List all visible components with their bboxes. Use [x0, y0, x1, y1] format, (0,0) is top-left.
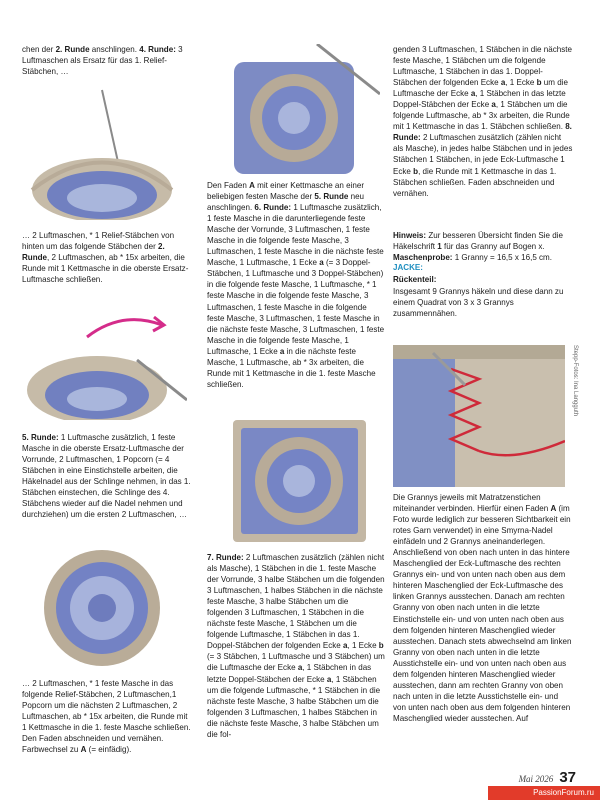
bold-term: 8. Runde:	[393, 122, 572, 143]
bold-term: 5. Runde:	[22, 433, 59, 442]
col1-para2: … 2 Luftmaschen, * 1 Relief-Stäbchen von hinten um das folgende Stäbchen der 2. Runde, 2 Luftmaschen, ab * 15x arbeiten, die Runde mit 1 Kettmasche in die oberste Ersatz-Luftmasche schließen.	[22, 231, 189, 285]
col3-para2: Hinweis: Zur besseren Übersicht finden Sie die Häkelschrift 1 für das Granny auf Bogen x. Maschenprobe: 1 Granny = 16,5 x 16,5 cm.	[393, 231, 563, 263]
crochet-photo-round6	[212, 44, 380, 174]
crochet-photo-round4-start	[22, 80, 187, 220]
page-number: 37	[559, 769, 576, 786]
col3-para4: Insgesamt 9 Grannys häkeln und diese dann zu einem Quadrat von 3 x 3 Grannys zusammennähen.	[393, 287, 564, 319]
crochet-photo-popcorn-round	[22, 542, 187, 672]
bold-term: a	[500, 78, 506, 88]
section-heading-jacke: JACKE:	[393, 263, 423, 272]
crochet-photo-mattress-stitch	[393, 345, 565, 487]
issue-date: Mai 2026	[518, 774, 554, 784]
bold-term: a	[491, 100, 496, 110]
page-footer	[519, 769, 576, 786]
col2-para1: Den Faden A mit einer Kettmasche an einer beliebigen festen Masche der 5. Runde neu anschlingen. 6. Runde: 1 Luftmasche zusätzlich, 1 feste Masche in die darunterliegende feste Masche der Vorrunde, 3 Luftmaschen, 1 feste Masche in die folgende feste Masche, 3 Luftmaschen, 1 feste Masche in die nächste feste Masche, 1 Luftmasche, 1 Ecke a (= 3 Doppel-Stäbchen, 1 Luftmasche und 3 Doppel-Stäbchen) in die folgende feste Masche, 1 Luftmasche, * 1 feste Masche in die folgende feste Masche, 3 Luftmaschen, 1 feste Masche in die folgende feste Masche, 3 Luftmaschen, 1 feste Masche in die nächste feste Masche, 3 Luftmaschen, 1 feste Masche in die folgende feste Masche, 1 Luftmasche, 1 Ecke a in die nächste feste Masche, 1 Luftmasche, ab * 3x arbeiten, die Runde mit 1 Kettmasche in die 1. feste Masche schließen.	[207, 181, 385, 389]
bold-term: Hinweis:	[393, 231, 427, 240]
bold-term: b	[378, 641, 384, 651]
bold-term: 5. Runde	[314, 192, 349, 202]
crochet-photo-round4-end	[22, 305, 187, 420]
bold-term: 6. Runde:	[254, 203, 292, 213]
bold-term: 4. Runde:	[139, 45, 176, 54]
bold-term: 7. Runde:	[207, 553, 244, 562]
bold-term: A	[80, 745, 87, 755]
bold-term: 2. Runde	[55, 45, 90, 54]
watermark-badge: PassionForum.ru	[488, 786, 600, 800]
bold-term: Rückenteil:	[393, 275, 437, 284]
bold-term: a	[326, 674, 332, 684]
bold-term: A	[249, 181, 255, 190]
bold-term: b	[536, 78, 542, 88]
bold-term: a	[297, 663, 303, 673]
bold-term: 2. Runde	[22, 242, 165, 263]
col1-para4: … 2 Luftmaschen, * 1 feste Masche in das folgende Relief-Stäbchen, 2 Luftmaschen,1 Popcorn um die nächsten 2 Luftmaschen, 2 Luftmaschen, ab * 15x arbeiten, die Runde mit 1 Kettmasche in die 1. feste Masche schließen. Den Faden abschneiden und vernähen. Farbwechsel zu A (= einfädig).	[22, 679, 191, 755]
bold-term: A	[550, 504, 557, 514]
bold-term: a	[470, 89, 476, 99]
bold-term: a	[319, 258, 324, 268]
col3-para5: Die Grannys jeweils mit Matratzenstichen miteinander verbinden. Hierfür einen Faden A (im Foto wurde lediglich zur besseren Sichtbarkeit ein rotes Garn verwendet) in eine Smyrna-Nadel einfädeln und 2 Grannys aneinanderlegen. Anschließend von oben nach unten in das hintere Maschenglied der Eck-Luftmasche des rechten Grannys ein- und von unten nach oben aus dem hinteren Maschenglied der Eck-Luftmasche des linken Grannys ausstechen. Danach am rechten Granny von oben nach unten in die letzte Einstichstelle ein- und von unten nach oben aus dem folgenden hinteren Maschenglied wieder ausstechen. Danach stets abwechselnd am linken Granny von oben nach unten in die letzte Ausstichstelle ein- und von unten nach oben aus dem folgenden hinteren Maschenglied wieder ausstechen, dann am rechten Granny von oben nach unten in die letzte Ausstichstelle ein- und von unten nach oben aus dem folgenden hinteren Maschenglied wieder ausstechen. Auf	[393, 493, 572, 723]
bold-term: Maschenprobe:	[393, 253, 453, 263]
col1-para1: chen der 2. Runde anschlingen. 4. Runde: 3 Luftmaschen als Ersatz für das 1. Relief-Stäbchen, …	[22, 45, 183, 77]
bold-term: b	[413, 166, 419, 176]
col2-para2: 7. Runde: 2 Luftmaschen zusätzlich (zählen nicht als Masche), 1 Stäbchen in die 1. feste Masche der Vorrunde, 3 halbe Stäbchen um die folgenden 3 Luftmaschen, 1 halbes Stäbchen in die nächste feste Masche, 3 halbe Stäbchen um die folgenden 3 Luftmaschen, 1 Stäbchen in die nächste feste Masche, 1 Stäbchen um die folgende Luftmasche, 1 Stäbchen in das 1. Doppel-Stäbchen der folgenden Ecke a, 1 Ecke b (= 3 Stäbchen, 1 Luftmasche und 3 Stäbchen) um die Luftmasche der Ecke a, 1 Stäbchen in das letzte Doppel-Stäbchen der Ecke a, 1 Stäbchen um die folgende Luftmasche, * 1 Stäbchen in die nächste feste Masche, 3 halbe Stäbchen um die folgenden 3 Luftmaschen, 1 halbes Stäbchen in die nächste feste Masche, 3 halbe Stäbchen um die fol-	[207, 553, 385, 739]
bold-term: a	[279, 346, 285, 356]
col3-para1: genden 3 Luftmaschen, 1 Stäbchen in die nächste feste Masche, 1 Stäbchen um die folgende Luftmasche, 1 Stäbchen in das 1. Doppel-Stäbchen der folgenden Ecke a, 1 Ecke b um die Luftmasche der Ecke a, 1 Stäbchen in das letzte Doppel-Stäbchen der Ecke a, 1 Stäbchen um die folgende Luftmasche, ab * 3x arbeiten, die Runde mit 1 Kettmasche in das 1. Stäbchen schließen. 8. Runde: 2 Luftmaschen zusätzlich (zählen nicht als Masche), in jedes halbe Stäbchen und in jedes Stäbchen 1 Stäbchen, in jede Eck-Luftmasche 1 Ecke b, die Runde mit 1 Kettmasche in das 1. Stäbchen schließen. Faden abschneiden und vernähen.	[393, 45, 573, 198]
bold-term: 1	[437, 242, 442, 252]
photo-credit: Stepp-Fotos: Ina Langguth	[572, 345, 578, 417]
crochet-photo-finished-granny	[227, 416, 372, 546]
col3-subheading-rueckenteil	[393, 274, 573, 285]
bold-term: a	[343, 641, 348, 651]
col1-para3: 5. Runde: 1 Luftmasche zusätzlich, 1 feste Masche in die oberste Ersatz-Luftmasche der Vorrunde, 2 Luftmaschen, 1 Popcorn (= 4 Stäbchen in eine Einstichstelle arbeiten, die Häkelnadel aus der Schlinge nehmen, in das 1. Stäbchen einstechen, die Schlinge des 4. Stäbchens wieder auf die Nadel nehmen und durchziehen) um die ersten 2 Luftmaschen, …	[22, 433, 191, 520]
